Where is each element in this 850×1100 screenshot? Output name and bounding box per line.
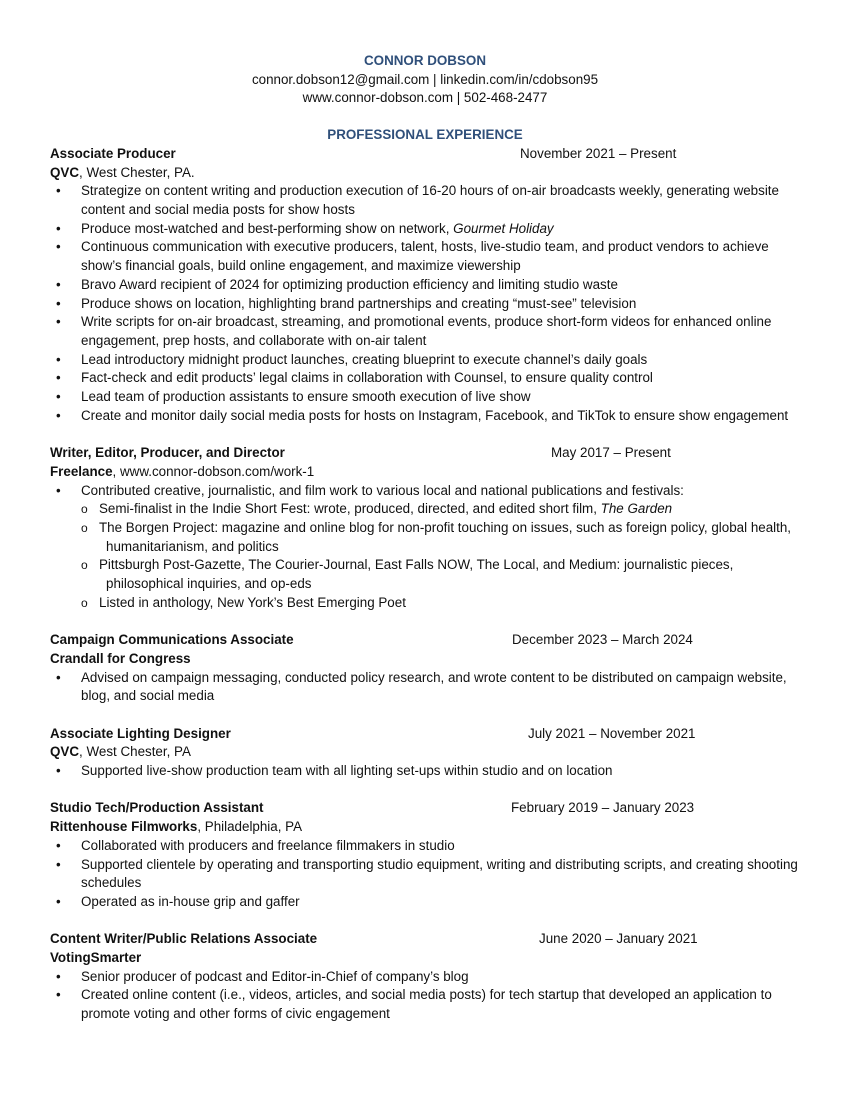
bullet-item: • Senior producer of podcast and Editor-in-Chief of company’s blog: [50, 968, 810, 987]
bullet-text: Produce most-watched and best-performing show on network,: [81, 220, 454, 236]
job-header: [50, 930, 810, 949]
bullet-item: • Created online content (i.e., videos, articles, and social media posts) for tech startup that developed an application to promote voting and other forms of civic engagement: [50, 986, 810, 1023]
employer-line: [50, 463, 810, 482]
bullet-item: • Bravo Award recipient of 2024 for optimizing production efficiency and limiting studio waste: [50, 276, 810, 295]
bullet-item: • Continuous communication with executive producers, talent, hosts, live-studio team, and product vendors to achieve show’s financial goals, build online engagement, and maximize viewership: [50, 238, 810, 275]
job-entry: [50, 799, 810, 911]
job-header: [50, 145, 810, 164]
show-title: Gourmet Holiday: [453, 220, 554, 236]
employer-name: Rittenhouse Filmworks: [50, 819, 198, 835]
job-entry: [50, 631, 810, 706]
employer-line: [50, 743, 810, 762]
sub-bullets: [81, 500, 810, 612]
employer-name: Crandall for Congress: [50, 650, 191, 666]
separator: |: [429, 71, 441, 87]
job-title: Studio Tech/Production Assistant: [50, 800, 264, 816]
employer-location: , Philadelphia, PA: [197, 819, 303, 835]
job-header: [50, 631, 810, 650]
bullet-item: • Produce shows on location, highlighting brand partnerships and creating “must-see” television: [50, 295, 810, 314]
bullet-item: • Supported live-show production team with all lighting set-ups within studio and on location: [50, 762, 810, 781]
employer-line: [50, 949, 810, 968]
bullet-item: • Lead introductory midnight product launches, creating blueprint to execute channel’s daily goals: [50, 351, 810, 370]
job-title: Associate Producer: [50, 146, 176, 161]
experience-list: [50, 145, 810, 1042]
sub-bullet-item: o Pittsburgh Post-Gazette, The Courier-Journal, East Falls NOW, The Local, and Medium: journalistic pieces, philosophical inquiries, and op-eds: [81, 556, 810, 593]
separator: |: [453, 90, 464, 106]
job-title: Campaign Communications Associate: [50, 632, 294, 648]
employer-name: Freelance: [50, 463, 113, 479]
bullet-item: • Create and monitor daily social media posts for hosts on Instagram, Facebook, and TikTok to ensure show engagement: [50, 407, 810, 426]
bullet-text: Contributed creative, journalistic, and film work to various local and national publications and festivals:: [81, 482, 684, 498]
sub-bullet-item: [81, 500, 810, 519]
job-bullets: [50, 968, 810, 1024]
job-entry: [50, 444, 810, 612]
bullet-item: • Advised on campaign messaging, conducted policy research, and wrote content to be distributed on campaign website, blog, and social media: [50, 669, 810, 706]
section-title-experience: PROFESSIONAL EXPERIENCE: [327, 127, 523, 142]
job-title: Writer, Editor, Producer, and Director: [50, 445, 285, 461]
contact-line-2: [0, 89, 850, 108]
job-entry: [50, 145, 810, 426]
bullet-item: • Collaborated with producers and freelance filmmakers in studio: [50, 837, 810, 856]
employer-line: [50, 650, 810, 669]
bullet-text: Semi-finalist in the Indie Short Fest: wrote, produced, directed, and edited short film,: [99, 501, 601, 517]
email-link[interactable]: connor.dobson12@gmail.com: [251, 71, 430, 87]
job-dates: July 2021 – November 2021: [528, 725, 696, 741]
candidate-name: CONNOR DOBSON: [363, 53, 486, 68]
sub-bullet-item: o The Borgen Project: magazine and online blog for non-profit touching on issues, such as foreign policy, global health, humanitarianism, and politics: [81, 519, 810, 556]
job-header: [50, 444, 810, 463]
job-bullets: [50, 837, 810, 912]
contact-line-1: [0, 71, 850, 90]
resume-header: [0, 52, 850, 108]
bullet-item: • Supported clientele by operating and transporting studio equipment, writing and distributing scripts, and creating shooting schedules: [50, 856, 810, 893]
job-dates: February 2019 – January 2023: [511, 800, 695, 816]
job-bullets: [50, 482, 810, 613]
job-dates: December 2023 – March 2024: [512, 632, 693, 648]
bullet-item: [50, 220, 810, 239]
bullet-item: • Fact-check and edit products’ legal claims in collaboration with Counsel, to ensure quality control: [50, 369, 810, 388]
sub-bullet-item: o Listed in anthology, New York’s Best Emerging Poet: [81, 594, 810, 613]
employer-line: [50, 164, 810, 183]
bullet-item: • Strategize on content writing and production execution of 16-20 hours of on-air broadcasts weekly, generating website content and social media posts for show hosts: [50, 182, 810, 219]
job-header: [50, 725, 810, 744]
employer-location: , West Chester, PA.: [79, 164, 195, 180]
job-dates: November 2021 – Present: [520, 146, 677, 161]
employer-line: [50, 818, 810, 837]
employer-location: , www.connor-dobson.com/work-1: [112, 463, 315, 479]
job-bullets: [50, 762, 810, 781]
employer-location: , West Chester, PA: [79, 744, 191, 760]
bullet-item: • Write scripts for on-air broadcast, streaming, and promotional events, produce short-form videos for enhanced online engagement, prep hosts, and collaborate with on-air talent: [50, 313, 810, 350]
employer-name: VotingSmarter: [50, 949, 142, 965]
bullet-item: [50, 482, 810, 613]
employer-name: QVC: [50, 164, 80, 180]
website-link[interactable]: www.connor-dobson.com: [302, 90, 453, 106]
employer-name: QVC: [50, 744, 80, 760]
bullet-item: • Lead team of production assistants to ensure smooth execution of live show: [50, 388, 810, 407]
job-dates: June 2020 – January 2021: [539, 931, 698, 947]
job-title: Associate Lighting Designer: [50, 725, 231, 741]
bullet-item: • Operated as in-house grip and gaffer: [50, 893, 810, 912]
job-title: Content Writer/Public Relations Associate: [50, 931, 318, 947]
job-entry: [50, 930, 810, 1023]
film-title: The Garden: [600, 501, 673, 517]
job-bullets: [50, 182, 810, 425]
job-dates: May 2017 – Present: [551, 445, 671, 461]
job-entry: [50, 725, 810, 781]
phone-number: 502-468-2477: [463, 90, 548, 106]
job-bullets: [50, 669, 810, 706]
job-header: [50, 799, 810, 818]
linkedin-link[interactable]: linkedin.com/in/cdobson95: [440, 71, 599, 87]
